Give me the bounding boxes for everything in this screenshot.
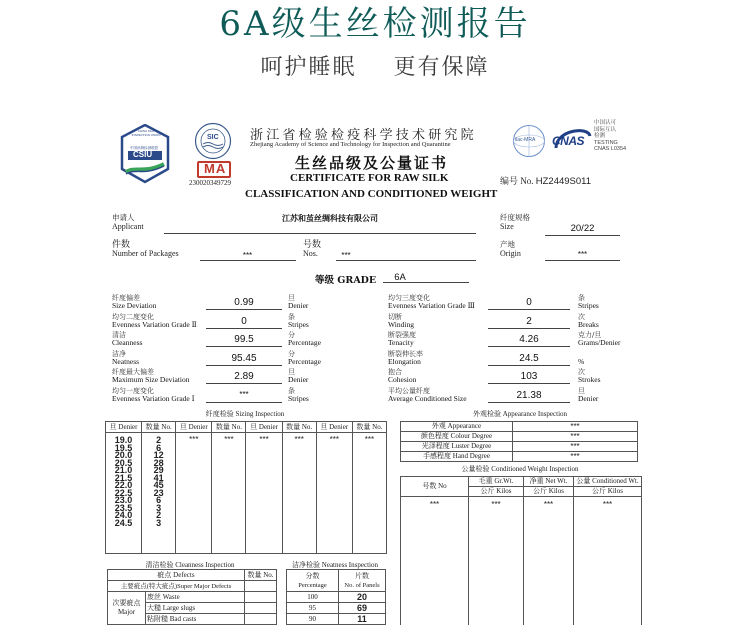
neatness-table: [286, 569, 386, 625]
cleanness-defect-row: 粘附糙 Bad casts: [146, 614, 245, 625]
metric-unit-en: Percentage: [288, 338, 321, 348]
conditioned-table: [400, 476, 642, 625]
appearance-table: [400, 421, 638, 462]
metric-unit-cn: 旦: [288, 294, 295, 302]
metric-unit-cn: 次: [578, 312, 585, 321]
cleanness-col-no: 数量 No.: [245, 570, 277, 581]
nos-label: [303, 240, 321, 258]
sizing-header: 数量 No.: [212, 422, 246, 433]
metric-value: 2: [526, 315, 532, 327]
sizing-header: 旦 Denier: [176, 422, 212, 433]
sizing-header: 数量 No.: [282, 422, 316, 433]
metric-underline: [488, 383, 570, 384]
appearance-value: ***: [513, 452, 638, 462]
institute-name-en: Zhejiang Academy of Science and Technology for Inspection and Quarantine: [250, 141, 451, 148]
sizing-denier-values: 19.0 19.5 20.0 20.5 21.0 21.5 22.0 22.5 23.0 23.5 24.0 24.5: [106, 433, 142, 554]
applicant-label-cn: 申请人: [112, 213, 135, 222]
appearance-value: ***: [513, 442, 638, 452]
metric-label-en: Evenness Variation Grade Ⅰ: [112, 394, 195, 403]
institute-name-cn: 浙江省检验检疫科学技术研究院: [250, 128, 477, 143]
metric-unit-cn: 克力/旦: [578, 331, 602, 340]
metric-value: 0.99: [234, 297, 254, 308]
origin-underline: [545, 260, 620, 261]
neatness-pct: 90: [287, 614, 339, 625]
cnas-text: CNAS: [552, 134, 585, 148]
appearance-value: ***: [513, 432, 638, 442]
metric-label-en: Cohesion: [388, 375, 417, 385]
cnas-side-line: 中国认可: [594, 120, 617, 126]
neatness-pct: 95: [287, 603, 339, 614]
metric-label-cn: 均匀三度变化: [388, 294, 430, 302]
metric-label-en: Winding: [388, 319, 414, 329]
metric-unit-en: %: [578, 356, 585, 366]
grade-label: 等级 GRADE: [315, 275, 377, 286]
neatness-col-panels-cn: 片数: [355, 571, 369, 580]
csiu-main-text: CSIU: [133, 150, 153, 159]
appearance-label: 颜色程度 Colour Degree: [401, 432, 513, 442]
applicant-label: [112, 213, 144, 231]
conditioned-col-no: 号数 No: [401, 477, 469, 497]
page-title: 6A级生丝检测报告: [219, 4, 531, 44]
neatness-panels: 11: [339, 614, 386, 625]
cleanness-cell: [245, 603, 277, 614]
cleanness-cell: [245, 614, 277, 625]
metric-label-en: Evenness Variation Grade Ⅲ: [388, 301, 475, 310]
origin-label-cn: 产地: [500, 240, 515, 249]
size-label-en: Size: [500, 222, 514, 231]
neatness-pct: 100: [287, 592, 339, 603]
origin-label: [500, 240, 521, 258]
page-subtitle: [0, 50, 750, 81]
metric-underline: [488, 346, 570, 347]
metric-unit-en: Denier: [578, 394, 599, 403]
neatness-col-pct-cn: 分数: [305, 571, 320, 580]
metric-label-en: Average Conditioned Size: [388, 394, 467, 403]
appearance-value: ***: [513, 422, 638, 432]
origin-value: ***: [577, 250, 588, 259]
metric-unit-en: Breaks: [578, 319, 599, 329]
metric-underline: [206, 383, 282, 384]
metric-unit-cn: 条: [288, 312, 295, 321]
conditioned-unit: 公斤 Kilos: [574, 487, 642, 497]
metric-label-en: Maximum Size Deviation: [112, 375, 190, 385]
conditioned-col-gross: 毛重 Gr.Wt.: [469, 477, 524, 487]
csiu-top-text: CHINA SILK INSPECTION UNION: [131, 129, 161, 137]
neatness-col-panels: [339, 570, 386, 592]
cleanness-defect-row: 大糙 Large slugs: [146, 603, 245, 614]
cma-text: MA: [204, 161, 227, 176]
metric-value: ***: [239, 390, 249, 399]
certificate-subtitle-en: CLASSIFICATION AND CONDITIONED WEIGHT: [245, 188, 498, 200]
packages-value: ***: [242, 251, 253, 260]
cleanness-table: [107, 569, 277, 625]
certificate-title-en: CERTIFICATE FOR RAW SILK: [290, 172, 449, 184]
sizing-title: 纤度检验 Sizing Inspection: [205, 410, 285, 418]
certificate-number-value: HZ2449S011: [535, 176, 592, 187]
sizing-cell: ***: [176, 433, 212, 554]
cnas-accreditation-text: [594, 120, 626, 153]
cleanness-title: 清洁检验 Cleanness Inspection: [145, 561, 235, 569]
conditioned-cell: ***: [401, 497, 469, 625]
csiu-cn-text: 中国丝绸检测联盟: [130, 146, 158, 150]
cleanness-defect-row: 废丝 Waste: [146, 592, 245, 603]
metric-value: 95.45: [231, 352, 257, 364]
metric-label-en: Neatness: [112, 356, 140, 366]
metric-underline: [488, 402, 570, 403]
metric-underline: [206, 346, 282, 347]
appearance-title: 外观检验 Appearance Inspection: [472, 410, 568, 418]
sizing-cell: ***: [246, 433, 282, 554]
conditioned-cell: ***: [524, 497, 574, 625]
sizing-count-values: 2 6 12 28 29 41 45 23 6 3 2 3: [142, 433, 176, 554]
metric-underline: [206, 402, 282, 403]
packages-label: [112, 240, 179, 258]
cnas-side-line: CNAS L0354: [594, 146, 627, 152]
metric-unit-en: Denier: [288, 301, 309, 310]
metric-label-en: Cleanness: [112, 338, 143, 348]
packages-underline: [200, 260, 296, 261]
cnas-side-line: 检测: [594, 133, 606, 139]
metric-label-cn: 平均公量纤度: [388, 387, 430, 395]
metric-label-cn: 断裂强度: [388, 331, 416, 340]
neatness-col-pct-en: Percentage: [298, 581, 327, 589]
metric-unit-cn: 旦: [288, 368, 295, 377]
metric-value: 0: [526, 297, 532, 308]
certificate-title-cn: 生丝品级及公量证书: [295, 154, 449, 172]
metric-label-cn: 均匀二度变化: [112, 312, 154, 321]
metric-underline: [206, 365, 282, 366]
metric-unit-cn: 条: [578, 294, 585, 302]
sizing-header: 旦 Denier: [106, 422, 142, 433]
neatness-title: 洁净检验 Neatness Inspection: [292, 561, 378, 569]
conditioned-title: 公量检验 Conditioned Weight Inspection: [461, 465, 579, 473]
metric-unit-cn: 次: [578, 368, 585, 377]
cleanness-major-cn: 次要疵点: [112, 599, 141, 607]
applicant-label-en: Applicant: [112, 222, 144, 231]
cleanness-col-defects: 疵点 Defects: [108, 570, 245, 581]
metric-unit-cn: 条: [288, 387, 295, 395]
metric-label-cn: 洁净: [112, 349, 126, 358]
cleanness-cell: [245, 592, 277, 603]
metric-label-cn: 切断: [388, 312, 402, 321]
metric-value: 0: [241, 315, 247, 327]
conditioned-cell: ***: [469, 497, 524, 625]
metric-underline: [488, 309, 570, 310]
cma-number: 230020349729: [189, 179, 231, 187]
packages-label-en: Number of Packages: [112, 249, 179, 258]
metric-unit-en: Stripes: [288, 394, 309, 403]
metric-unit-en: Stripes: [578, 301, 599, 310]
metric-label-cn: 纤度偏差: [112, 294, 140, 302]
cleanness-major-label: [108, 592, 146, 625]
sizing-header: 旦 Denier: [246, 422, 282, 433]
appearance-label: 光泽程度 Luster Degree: [401, 442, 513, 452]
metric-value: 21.38: [516, 390, 542, 401]
metric-value: 24.5: [519, 352, 539, 364]
cnas-side-line: TESTING: [594, 139, 618, 146]
metric-label-en: Elongation: [388, 356, 421, 366]
neatness-col-panels-en: No. of Panels: [344, 581, 380, 589]
conditioned-col-net: 净重 Net Wt.: [524, 477, 574, 487]
nos-label-en: Nos.: [303, 249, 318, 258]
metric-label-en: Size Deviation: [112, 301, 157, 310]
appearance-label: 外观 Appearance: [401, 422, 513, 432]
metric-value: 2.89: [234, 371, 254, 383]
metric-underline: [488, 365, 570, 366]
metric-underline: [488, 328, 570, 329]
conditioned-cell: ***: [574, 497, 642, 625]
conditioned-col-cond: 公量 Conditioned Wt.: [574, 477, 642, 487]
metric-label-en: Evenness Variation Grade Ⅱ: [112, 319, 197, 329]
neatness-panels: 20: [339, 592, 386, 603]
cleanness-cell: [245, 581, 277, 592]
nos-label-cn: 号数: [303, 239, 322, 249]
metric-value: 99.5: [234, 334, 254, 346]
sizing-cell: ***: [316, 433, 352, 554]
conditioned-unit: 公斤 Kilos: [469, 487, 524, 497]
metric-unit-cn: 旦: [578, 387, 585, 395]
conditioned-unit: 公斤 Kilos: [524, 487, 574, 497]
packages-label-cn: 件数: [112, 239, 131, 249]
sizing-table: [105, 421, 387, 554]
size-label: [500, 213, 530, 231]
metric-unit-en: Stripes: [288, 319, 309, 329]
metric-label-cn: 均匀一度变化: [112, 387, 154, 395]
sic-text: SIC: [207, 134, 219, 141]
appearance-label: 手感程度 Hand Degree: [401, 452, 513, 462]
ilac-text: ilac-MRA: [515, 137, 536, 143]
metric-unit-en: Denier: [288, 375, 309, 385]
cleanness-super-major: 主要疵点(特大疵点)Super Major Defects: [108, 581, 245, 592]
sic-seal-icon: [194, 122, 232, 160]
metric-underline: [206, 328, 282, 329]
metric-value: 103: [520, 371, 538, 383]
metric-label-cn: 抱合: [388, 368, 402, 377]
nos-underline: [336, 260, 476, 261]
applicant-underline: [164, 233, 476, 234]
metric-label-cn: 清洁: [112, 331, 126, 340]
origin-label-en: Origin: [500, 249, 521, 258]
metric-unit-cn: 分: [288, 331, 295, 340]
certificate-number-label: 编号 No.: [500, 176, 534, 186]
metric-label-cn: 纤度最大偏差: [112, 368, 154, 377]
certificate: [100, 112, 648, 625]
sizing-cell: ***: [352, 433, 386, 554]
sizing-header: 数量 No.: [142, 422, 176, 433]
nos-value: ***: [341, 251, 351, 260]
metric-value: 4.26: [519, 334, 539, 346]
grade-value: 6A: [394, 272, 406, 283]
sizing-header: 旦 Denier: [316, 422, 352, 433]
metric-unit-cn: 分: [288, 349, 295, 358]
metric-unit-en: Strokes: [578, 375, 601, 385]
applicant-value: 江苏和茧丝绸科技有限公司: [282, 214, 378, 223]
metric-label-cn: 断裂伸长率: [388, 349, 423, 358]
size-underline: [545, 235, 620, 236]
metric-unit-en: Grams/Denier: [578, 338, 621, 348]
metric-label-en: Tenacity: [388, 338, 414, 348]
sizing-cell: ***: [282, 433, 316, 554]
grade-underline: [383, 282, 469, 283]
size-label-cn: 纤度规格: [500, 213, 530, 222]
subtitle-right: 更有保障: [393, 55, 490, 80]
size-value: 20/22: [570, 223, 595, 234]
metric-unit-en: Percentage: [288, 356, 321, 366]
sizing-cell: ***: [212, 433, 246, 554]
sizing-header: 数量 No.: [352, 422, 386, 433]
neatness-col-pct: [287, 570, 339, 592]
neatness-panels: 69: [339, 603, 386, 614]
cleanness-major-en: Major: [117, 608, 136, 616]
certificate-number: [500, 174, 591, 187]
cnas-side-line: 国际互认: [594, 126, 617, 133]
metric-underline: [206, 309, 282, 310]
subtitle-left: 呵护睡眠: [260, 55, 357, 80]
